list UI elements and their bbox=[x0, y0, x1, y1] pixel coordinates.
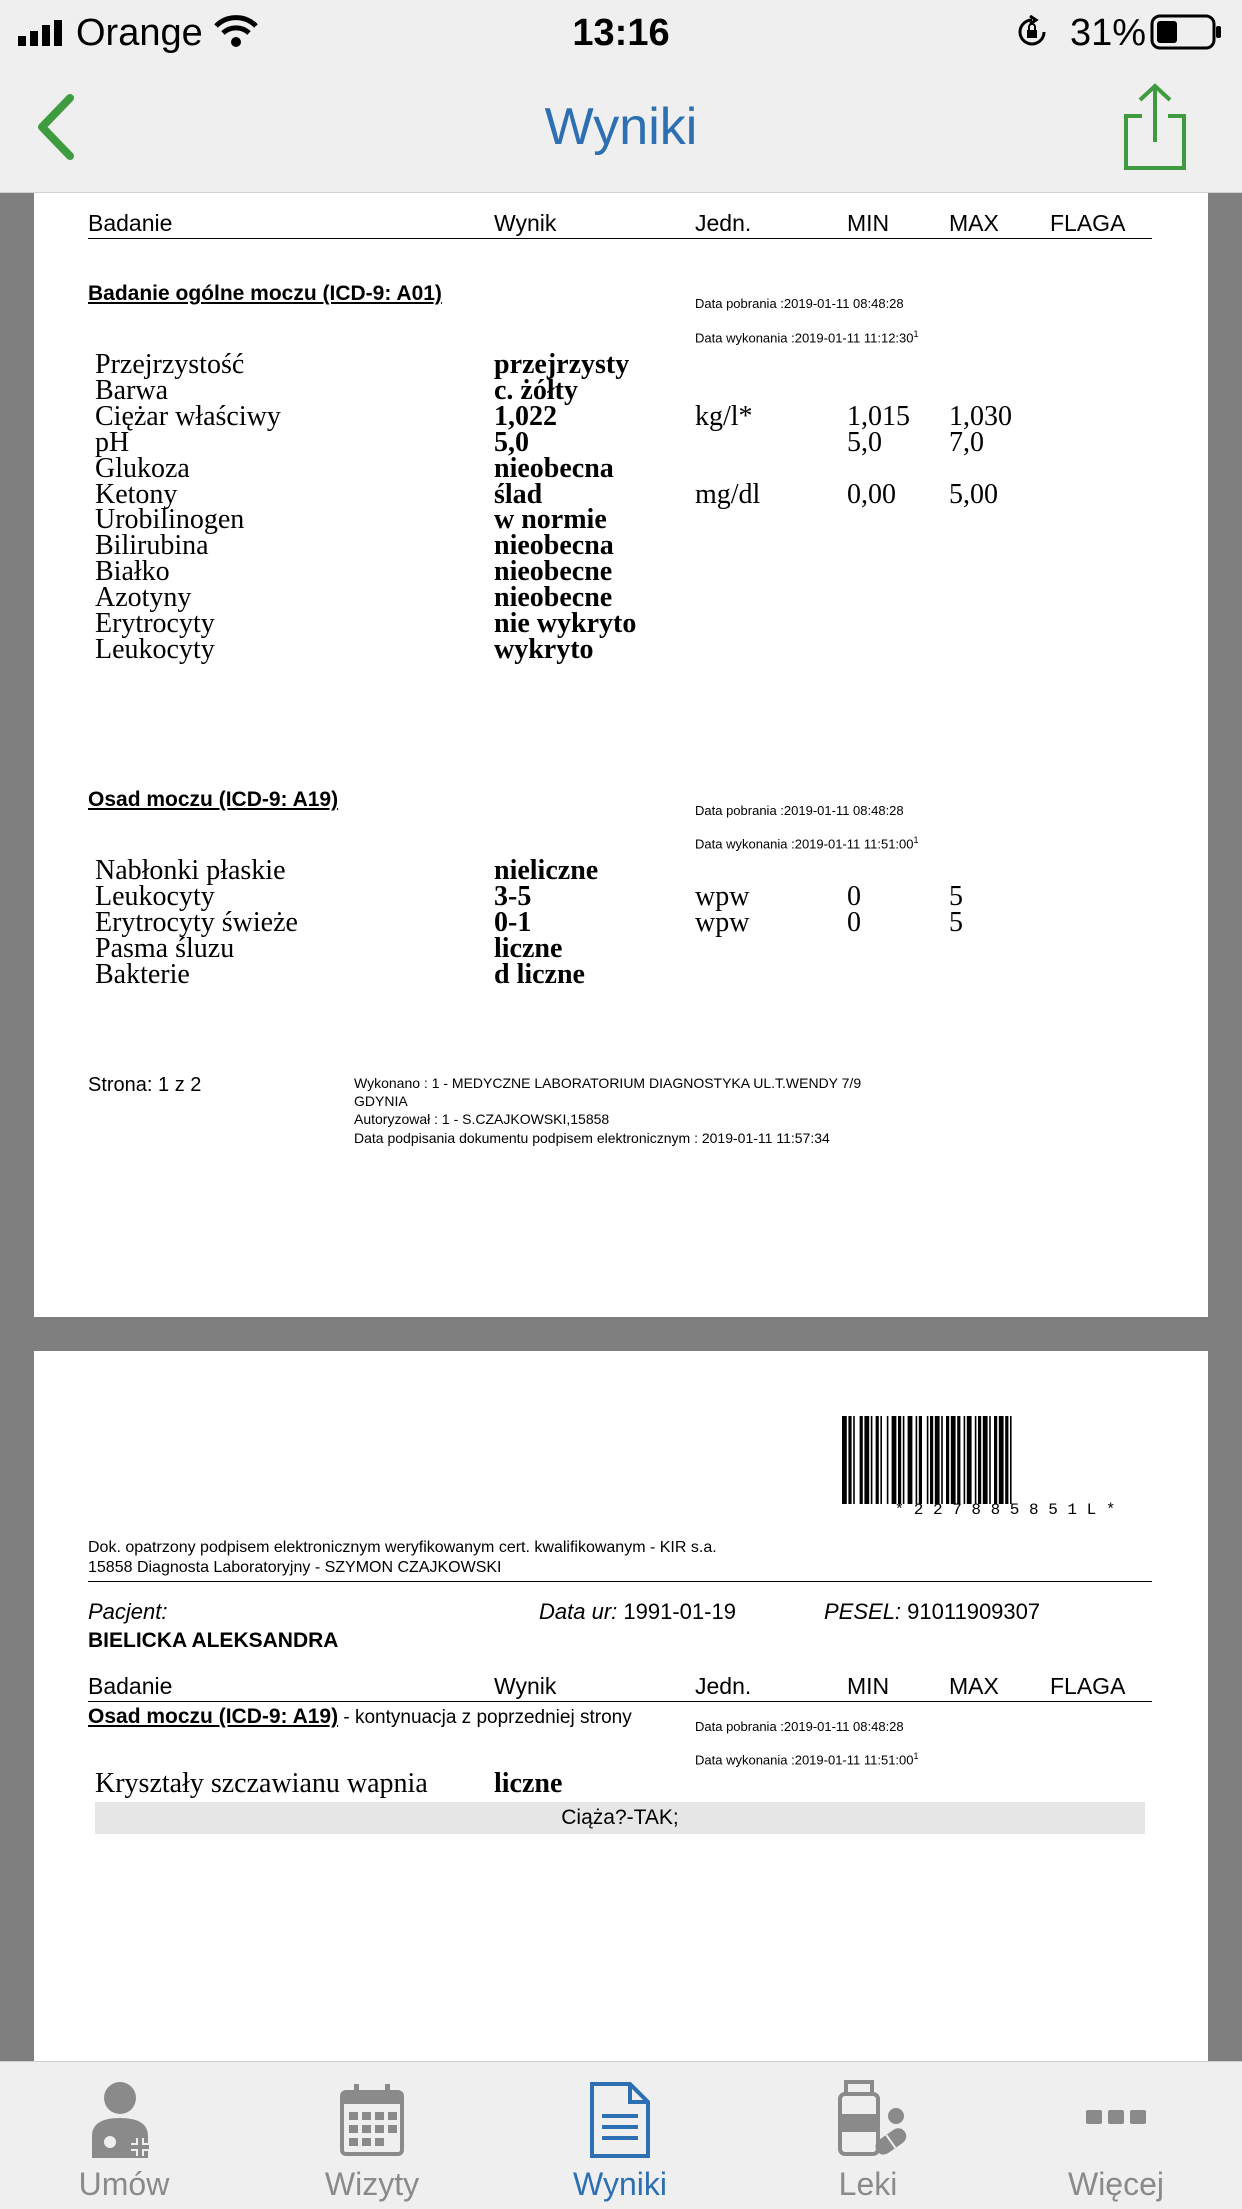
header-max: MAX bbox=[949, 1673, 999, 1699]
result-value: c. żółty bbox=[494, 374, 578, 406]
barcode-bar bbox=[946, 1416, 949, 1504]
header-jedn: Jedn. bbox=[695, 210, 752, 236]
tab-umow[interactable] bbox=[0, 2062, 248, 2209]
document-page-2 bbox=[34, 1351, 1208, 2061]
barcode-bar bbox=[967, 1416, 972, 1504]
more-icon bbox=[1080, 2080, 1152, 2160]
footer-wykonano: Wykonano : 1 - MEDYCZNE LABORATORIUM DIAGNOSTYKA UL.T.WENDY 7/9 bbox=[354, 1075, 862, 1091]
barcode-bar bbox=[876, 1416, 879, 1504]
result-max: 1,030 bbox=[949, 400, 1012, 432]
battery-percent: 31% bbox=[1070, 12, 1147, 54]
pesel: PESEL: 91011909307 bbox=[824, 1599, 1041, 1624]
result-name: Białko bbox=[95, 556, 170, 588]
barcode-bar bbox=[908, 1416, 913, 1504]
medicine-icon bbox=[832, 2080, 912, 2160]
collection-date: Data pobrania :2019-01-11 08:48:28 bbox=[695, 803, 904, 818]
barcode-bar bbox=[842, 1416, 847, 1504]
result-value: nieobecna bbox=[494, 530, 614, 562]
barcode-bar bbox=[871, 1416, 873, 1504]
result-name: Glukoza bbox=[95, 452, 190, 484]
result-name: Erytrocyty bbox=[95, 608, 215, 639]
result-value: w normie bbox=[494, 504, 607, 536]
barcode-number: * 2 2 7 8 8 5 8 5 1 L * bbox=[894, 1501, 1116, 1519]
result-unit: wpw bbox=[695, 906, 750, 938]
tab-wiecej[interactable] bbox=[992, 2062, 1240, 2209]
result-name: Bilirubina bbox=[95, 530, 209, 562]
result-name: Ketony bbox=[95, 478, 178, 510]
header-min: MIN bbox=[847, 1673, 890, 1699]
result-value: liczne bbox=[494, 1768, 563, 1799]
result-value: nieliczne bbox=[494, 855, 599, 886]
barcode-bar bbox=[892, 1416, 897, 1504]
barcode-bar bbox=[880, 1416, 882, 1504]
patient-label: Pacjent: bbox=[88, 1599, 168, 1624]
cert-rule bbox=[88, 1581, 1152, 1582]
result-name: Leukocyty bbox=[95, 633, 215, 665]
barcode-bar bbox=[848, 1416, 851, 1504]
header-max: MAX bbox=[949, 210, 999, 236]
result-value: liczne bbox=[494, 932, 563, 964]
barcode-bar bbox=[927, 1416, 929, 1504]
result-max: 5 bbox=[949, 906, 963, 938]
header-flaga: FLAGA bbox=[1050, 1673, 1126, 1699]
tab-label: Umów bbox=[78, 2166, 170, 2202]
result-min: 0 bbox=[847, 906, 861, 938]
barcode-bar bbox=[853, 1416, 855, 1504]
result-name: Ciężar właściwy bbox=[95, 400, 281, 432]
result-name: Kryształy szczawianu wapnia bbox=[95, 1768, 428, 1799]
barcode-bar bbox=[978, 1416, 981, 1504]
result-value: nieobecne bbox=[494, 556, 613, 588]
page-number: Strona: 1 z 2 bbox=[88, 1074, 202, 1096]
section-title-continued: Osad moczu (ICD-9: A19) - kontynuacja z poprzedniej strony bbox=[88, 1705, 632, 1728]
footer-signature-date: Data podpisania dokumentu podpisem elektronicznym : 2019-01-11 11:57:34 bbox=[354, 1130, 830, 1146]
tab-wizyty[interactable] bbox=[248, 2062, 496, 2209]
result-name: Erytrocyty świeże bbox=[95, 906, 298, 938]
cert-line-2: 15858 Diagnosta Laboratoryjny - SZYMON CZAJKOWSKI bbox=[88, 1559, 502, 1576]
cert-line-1: Dok. opatrzony podpisem elektronicznym weryfikowanym cert. kwalifikowanym - KIR s.a. bbox=[88, 1539, 717, 1556]
top-bar bbox=[0, 0, 1242, 193]
result-unit: mg/dl bbox=[695, 478, 761, 510]
barcode-bar bbox=[898, 1416, 901, 1504]
share-icon bbox=[1120, 82, 1190, 172]
result-max: 7,0 bbox=[949, 426, 984, 458]
carrier-label: Orange bbox=[76, 12, 203, 54]
orientation-lock-icon bbox=[1014, 14, 1050, 55]
barcode-bar bbox=[1005, 1416, 1008, 1504]
result-max: 5,00 bbox=[949, 478, 998, 510]
header-flaga: FLAGA bbox=[1050, 210, 1126, 236]
document-page-1 bbox=[34, 192, 1208, 1317]
result-value: wykryto bbox=[494, 633, 594, 665]
result-value: d liczne bbox=[494, 958, 585, 990]
share-button[interactable] bbox=[1120, 82, 1190, 172]
result-value: 1,022 bbox=[494, 400, 557, 432]
result-name: Barwa bbox=[95, 374, 169, 406]
barcode-bar bbox=[887, 1416, 889, 1504]
header-badanie: Badanie bbox=[88, 210, 173, 236]
section-title: Osad moczu (ICD-9: A19) bbox=[88, 788, 339, 811]
tab-label: Więcej bbox=[1067, 2166, 1164, 2202]
result-name: pH bbox=[95, 426, 130, 458]
execution-date: Data wykonania :2019-01-11 $11:51:00^1$ bbox=[695, 835, 919, 852]
header-rule bbox=[88, 1701, 1152, 1702]
result-value: 5,0 bbox=[494, 426, 529, 458]
header-rule bbox=[88, 238, 1152, 239]
result-max: 5 bbox=[949, 880, 963, 912]
result-name: Przejrzystość bbox=[95, 349, 245, 380]
header-jedn: Jedn. bbox=[695, 1673, 752, 1699]
clock: 13:16 bbox=[572, 12, 670, 54]
barcode-bar bbox=[919, 1416, 922, 1504]
result-value: ślad bbox=[494, 478, 543, 510]
result-unit: kg/l* bbox=[695, 400, 753, 432]
barcode-bar bbox=[964, 1416, 966, 1504]
header-wynik: Wynik bbox=[494, 210, 557, 236]
result-name: Azotyny bbox=[95, 582, 192, 614]
barcode-bar bbox=[930, 1416, 933, 1504]
barcode-bar bbox=[1010, 1416, 1012, 1504]
barcode-bar bbox=[864, 1416, 869, 1504]
result-value: przejrzysty bbox=[494, 349, 630, 380]
collection-date: Data pobrania :2019-01-11 08:48:28 bbox=[695, 296, 904, 311]
section-title: Badanie ogólne moczu (ICD-9: A01) bbox=[88, 282, 442, 305]
barcode-bar bbox=[983, 1416, 988, 1504]
patient-name: BIELICKA ALEKSANDRA bbox=[88, 1629, 339, 1652]
execution-date: Data wykonania :2019-01-11 $11:12:30^1$ bbox=[695, 329, 919, 346]
result-min: 5,0 bbox=[847, 426, 882, 458]
barcode-bar bbox=[999, 1416, 1004, 1504]
result-value: nieobecna bbox=[494, 452, 614, 484]
barcode-bar bbox=[916, 1416, 918, 1504]
result-value: nie wykryto bbox=[494, 608, 637, 639]
result-value: 3-5 bbox=[494, 880, 532, 912]
header-badanie: Badanie bbox=[88, 1673, 173, 1699]
document-icon bbox=[584, 2080, 656, 2160]
tab-wyniki[interactable] bbox=[496, 2062, 744, 2209]
tab-label: Wizyty bbox=[324, 2166, 420, 2202]
birth-date: Data ur: 1991-01-19 bbox=[539, 1599, 736, 1624]
result-min: 0,00 bbox=[847, 478, 896, 510]
tab-label: Leki bbox=[838, 2166, 898, 2202]
barcode-bar bbox=[957, 1416, 960, 1504]
result-value: nieobecne bbox=[494, 582, 613, 614]
result-name: Urobilinogen bbox=[95, 504, 245, 536]
barcode-bar bbox=[935, 1416, 940, 1504]
tab-label: Wyniki bbox=[573, 2166, 667, 2202]
result-name: Pasma śluzu bbox=[95, 932, 235, 964]
note-bar: Ciąża?-TAK; bbox=[95, 1802, 1145, 1834]
barcode-bar bbox=[941, 1416, 943, 1504]
footer-wykonano-city: GDYNIA bbox=[354, 1093, 408, 1109]
page-title: Wyniki bbox=[544, 98, 698, 156]
execution-date: Data wykonania :2019-01-11 $11:51:00^1$ bbox=[695, 1751, 919, 1768]
header-min: MIN bbox=[847, 210, 890, 236]
result-name: Leukocyty bbox=[95, 880, 215, 912]
barcode-bar bbox=[975, 1416, 977, 1504]
battery-icon bbox=[1150, 14, 1222, 55]
barcode bbox=[840, 1416, 1170, 1509]
barcode-bar bbox=[994, 1416, 997, 1504]
result-min: 0 bbox=[847, 880, 861, 912]
tab-bar bbox=[0, 2061, 1242, 2209]
collection-date: Data pobrania :2019-01-11 08:48:28 bbox=[695, 1719, 904, 1734]
doctor-icon bbox=[88, 2080, 160, 2160]
barcode-bar bbox=[860, 1416, 863, 1504]
barcode-bar bbox=[903, 1416, 905, 1504]
barcode-bar bbox=[951, 1416, 956, 1504]
result-value: 0-1 bbox=[494, 906, 532, 938]
result-name: Bakterie bbox=[95, 958, 190, 990]
tab-leki[interactable] bbox=[744, 2062, 992, 2209]
header-wynik: Wynik bbox=[494, 1673, 557, 1699]
result-unit: wpw bbox=[695, 880, 750, 912]
result-min: 1,015 bbox=[847, 400, 910, 432]
calendar-icon bbox=[336, 2080, 408, 2160]
footer-autoryzowal: Autoryzował : 1 - S.CZAJKOWSKI,15858 bbox=[354, 1111, 610, 1127]
barcode-bar bbox=[989, 1416, 991, 1504]
result-name: Nabłonki płaskie bbox=[95, 855, 286, 886]
